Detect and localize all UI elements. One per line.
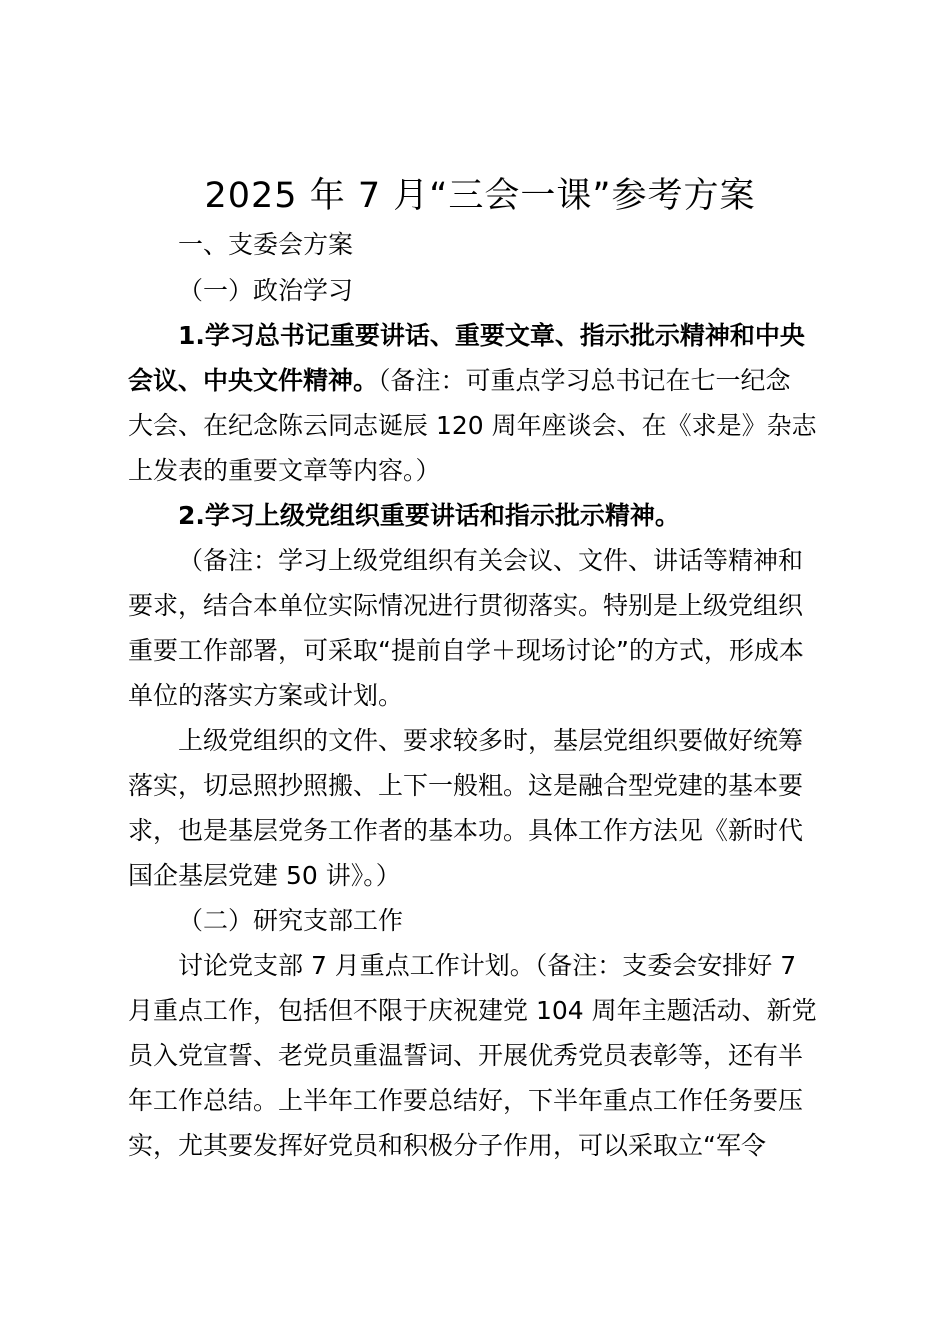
item-1-heading-line-2: [128, 364, 791, 398]
item-2-heading: 2.学习上级党组织重要讲话和指示批示精神。: [178, 501, 680, 530]
paragraph-line: 年工作总结。上半年工作要总结好，下半年重点工作任务要压: [128, 1086, 804, 1115]
paragraph-line: 求，也是基层党务工作者的基本功。具体工作方法见《新时代: [128, 816, 804, 845]
paragraph-line: 上发表的重要文章等内容。）: [128, 456, 441, 485]
document-title: 2025 年 7 月“三会一课”参考方案: [204, 176, 756, 216]
paragraph-line: 重要工作部署，可采取“提前自学＋现场讨论”的方式，形成本: [128, 636, 804, 665]
paragraph-line: 实，尤其要发挥好党员和积极分子作用，可以采取立“军令: [128, 1131, 766, 1160]
item-1-note-start: （备注：可重点学习总书记在七一纪念: [378, 366, 791, 395]
paragraph-line: 讨论党支部 7 月重点工作计划。（备注：支委会安排好 7: [178, 951, 797, 980]
paragraph-line: 上级党组织的文件、要求较多时，基层党组织要做好统筹: [178, 726, 804, 755]
section-heading-1: 一、支委会方案: [178, 230, 354, 259]
paragraph-line: 要求，结合本单位实际情况进行贯彻落实。特别是上级党组织: [128, 591, 804, 620]
paragraph-line: （备注：学习上级党组织有关会议、文件、讲话等精神和: [178, 546, 804, 575]
paragraph-line: 大会、在纪念陈云同志诞辰 120 周年座谈会、在《求是》杂志: [128, 411, 817, 440]
paragraph-line: 月重点工作，包括但不限于庆祝建党 104 周年主题活动、新党: [128, 996, 817, 1025]
item-1-heading-bold: 会议、中央文件精神。: [128, 366, 379, 395]
item-1-heading-line-1: 1.学习总书记重要讲话、重要文章、指示批示精神和中央: [178, 321, 805, 350]
paragraph-line: 落实，切忌照抄照搬、上下一般粗。这是融合型党建的基本要: [128, 771, 804, 800]
paragraph-line: 国企基层党建 50 讲》。）: [128, 861, 401, 890]
subsection-heading-2: （二）研究支部工作: [178, 906, 404, 935]
subsection-heading-1: （一）政治学习: [178, 276, 354, 305]
paragraph-line: 单位的落实方案或计划。: [128, 681, 404, 710]
paragraph-line: 员入党宣誓、老党员重温誓词、开展优秀党员表彰等，还有半: [128, 1041, 804, 1070]
